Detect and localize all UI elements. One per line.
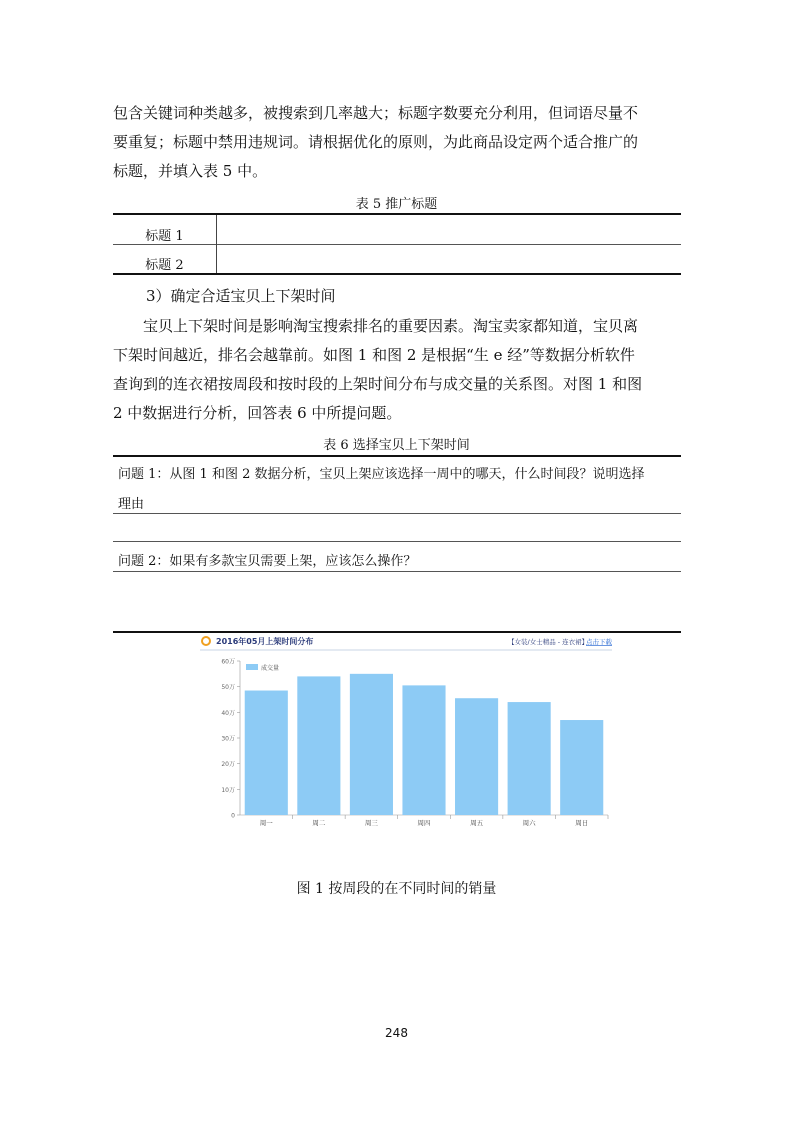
section3-line: 2 中数据进行分析，回答表 6 中所提问题。 [113, 404, 402, 422]
section3-line: 下架时间越近，排名会越靠前。如图 1 和图 2 是根据“生 e 经”等数据分析软件 [113, 346, 635, 364]
question-1 [118, 460, 678, 520]
y-tick-label: 60万 [221, 658, 235, 666]
table5-bottom-rule [113, 273, 681, 275]
y-tick-label: 10万 [221, 786, 235, 794]
question-1-line: 问题 1：从图 1 和图 2 数据分析，宝贝上架应该选择一周中的哪天，什么时间段？说明选择 [118, 467, 645, 482]
table6-row-divider [113, 541, 681, 542]
table6-bottom-rule [113, 571, 681, 572]
chart-filter-text: 【女装/女士精品 - 连衣裙】 [508, 638, 589, 646]
bar [402, 685, 445, 815]
table6-top-rule [113, 455, 681, 457]
figure1-caption: 图 1 按周段的在不同时间的销量 [296, 881, 497, 897]
table5-column-divider [216, 215, 217, 273]
chart-panel [196, 630, 616, 830]
table6-answer-line [113, 513, 681, 514]
y-tick-label: 30万 [221, 735, 235, 743]
table5-row-divider [113, 244, 681, 245]
table5-caption: 表 5 推广标题 [355, 197, 438, 212]
bar [245, 691, 288, 815]
bar [350, 674, 393, 815]
section3-line: 查询到的连衣裙按周段和按时段的上架时间分布与成交量的关系图。对图 1 和图 [113, 375, 643, 393]
x-tick-label: 周二 [312, 819, 326, 827]
bar [508, 702, 551, 815]
intro-paragraph [113, 99, 681, 186]
chart-download-link[interactable]: 点击下载 [586, 638, 612, 646]
x-tick-label: 周三 [364, 819, 378, 827]
section3-paragraph [113, 312, 681, 428]
x-tick-label: 周五 [470, 819, 484, 827]
x-tick-label: 周日 [575, 819, 589, 827]
y-tick-label: 20万 [221, 761, 235, 769]
intro-line: 要重复；标题中禁用违规词。请根据优化的原则，为此商品设定两个适合推广的 [113, 133, 639, 151]
legend-label: 成交量 [261, 665, 280, 672]
x-tick-label: 周一 [259, 819, 273, 827]
bar [455, 698, 498, 815]
y-tick-label: 0 [231, 812, 235, 820]
intro-line: 包含关键词种类越多，被搜索到几率越大；标题字数要充分利用，但词语尽量不 [113, 104, 639, 122]
section3-heading: 3）确定合适宝贝上下架时间 [146, 287, 336, 305]
bar [560, 720, 603, 815]
table6-caption: 表 6 选择宝贝上下架时间 [323, 438, 470, 453]
question-2: 问题 2：如果有多款宝贝需要上架，应该怎么操作？ [118, 554, 417, 569]
y-tick-label: 50万 [221, 684, 235, 692]
table5-row-label: 标题 1 [145, 229, 184, 244]
y-tick-label: 40万 [221, 709, 235, 717]
table5-top-rule [113, 213, 681, 215]
legend-swatch [246, 664, 258, 670]
bar-chart [196, 630, 616, 830]
chart-title: 2016年05月上架时间分布 [216, 637, 314, 646]
bar [297, 676, 340, 815]
question-1-line: 理由 [118, 497, 145, 512]
table5-row-label: 标题 2 [145, 258, 184, 273]
page-number: 248 [385, 1026, 408, 1040]
section3-line: 宝贝上下架时间是影响淘宝搜索排名的重要因素。淘宝卖家都知道，宝贝离 [143, 317, 639, 335]
intro-line: 标题，并填入表 5 中。 [113, 162, 268, 180]
x-tick-label: 周六 [522, 819, 536, 827]
x-tick-label: 周四 [417, 819, 431, 827]
